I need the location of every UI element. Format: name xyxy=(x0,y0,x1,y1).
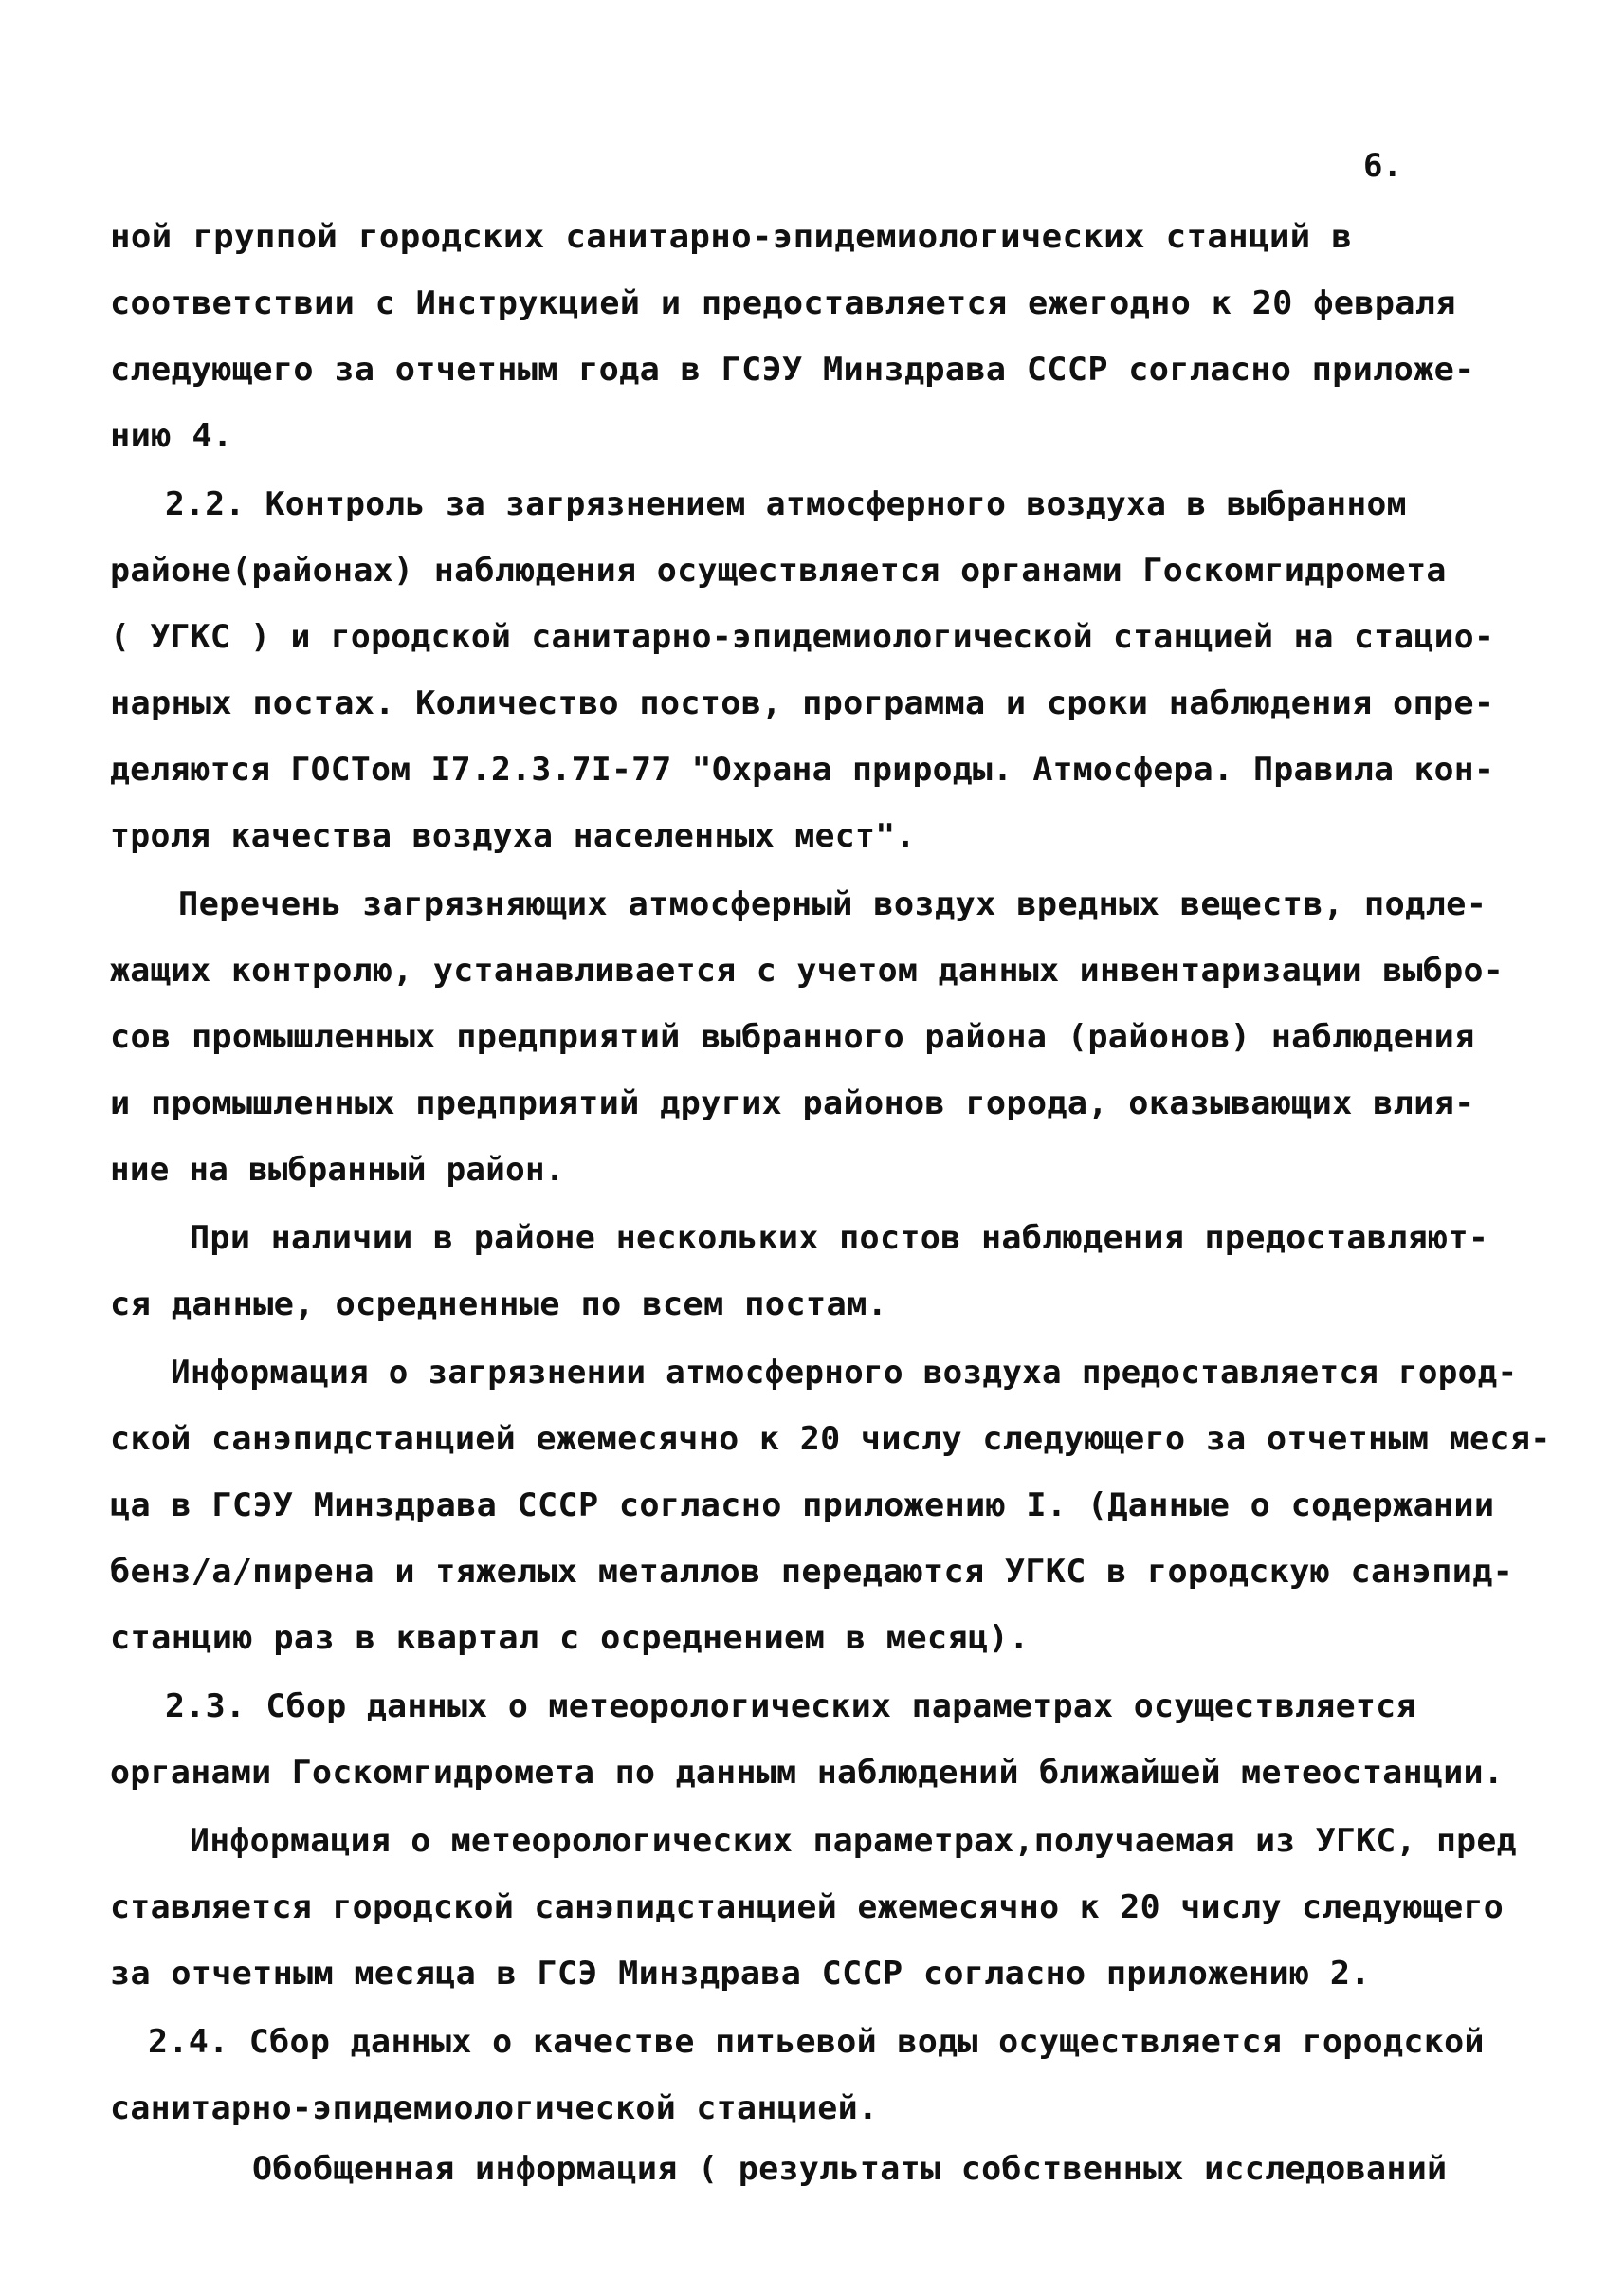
text-line: бенз/а/пирена и тяжелых металлов передаются УГКС в городскую санэпид- xyxy=(110,1553,1514,1591)
text-line: ся данные, осредненные по всем постам. xyxy=(110,1285,888,1323)
text-line: ставляется городской санэпидстанцией ежемесячно к 20 числу следующего xyxy=(110,1888,1505,1926)
text-line: 2.2. Контроль за загрязнением атмосферного воздуха в выбранном xyxy=(165,485,1407,523)
text-line: органами Госкомгидромета по данным наблюдений ближайшей метеостанции. xyxy=(110,1754,1505,1792)
text-line: станцию раз в квартал с осреднением в месяц). xyxy=(110,1619,1030,1657)
text-line: Информация о загрязнении атмосферного воздуха предоставляется город- xyxy=(171,1354,1518,1392)
page-number: 6. xyxy=(1363,147,1402,185)
text-line: нарных постах. Количество постов, программа и сроки наблюдения опре- xyxy=(110,684,1495,722)
text-line: следующего за отчетным года в ГСЭУ Минздрава СССР согласно приложе- xyxy=(110,351,1475,389)
text-line: соответствии с Инструкцией и предоставляется ежегодно к 20 февраля xyxy=(110,284,1456,322)
text-line: 2.4. Сбор данных о качестве питьевой воды осуществляется городской xyxy=(148,2023,1485,2061)
text-line: нию 4. xyxy=(110,417,233,455)
text-line: жащих контролю, устанавливается с учетом данных инвентаризации выбро- xyxy=(110,952,1505,990)
text-line: районе(районах) наблюдения осуществляется органами Госкомгидромета xyxy=(110,552,1447,590)
text-line: Перечень загрязняющих атмосферный воздух вредных веществ, подле- xyxy=(178,885,1487,923)
text-line: Информация о метеорологических параметрах,получаемая из УГКС, пред xyxy=(190,1822,1517,1860)
text-line: сов промышленных предприятий выбранного района (районов) наблюдения xyxy=(110,1018,1475,1056)
text-line: 2.3. Сбор данных о метеорологических параметрах осуществляется xyxy=(165,1687,1416,1725)
text-line: ной группой городских санитарно-эпидемиологических станций в xyxy=(110,218,1353,256)
text-line: Обобщенная информация ( результаты собственных исследований xyxy=(252,2150,1448,2188)
text-line: санитарно-эпидемиологической станцией. xyxy=(110,2089,879,2127)
text-line: ца в ГСЭУ Минздрава СССР согласно приложению I. (Данные о содержании xyxy=(110,1486,1495,1524)
text-line: ( УГКС ) и городской санитарно-эпидемиологической станцией на стацио- xyxy=(110,618,1495,656)
text-line: и промышленных предприятий других районов города, оказывающих влия- xyxy=(110,1084,1475,1122)
text-line: При наличии в районе нескольких постов наблюдения предоставляют- xyxy=(190,1219,1489,1257)
text-line: ской санэпидстанцией ежемесячно к 20 числу следующего за отчетным меся- xyxy=(110,1420,1551,1458)
text-line: троля качества воздуха населенных мест". xyxy=(110,817,916,855)
text-line: ние на выбранный район. xyxy=(110,1151,565,1189)
text-line: за отчетным месяца в ГСЭ Минздрава СССР согласно приложению 2. xyxy=(110,1955,1371,1993)
text-line: деляются ГОСТом I7.2.3.7I-77 "Охрана природы. Атмосфера. Правила кон- xyxy=(110,751,1495,789)
